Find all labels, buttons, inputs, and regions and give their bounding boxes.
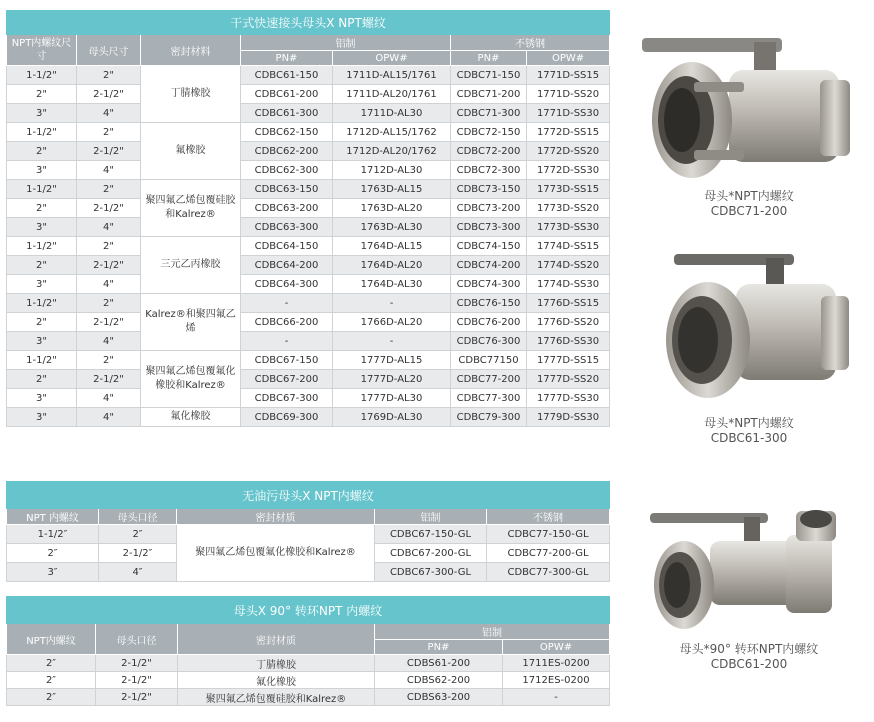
npt-thread-cell: 1-1/2" [7, 123, 77, 142]
al-opw-cell: 1764D-AL30 [333, 275, 451, 294]
seal-material-cell: 聚四氟乙烯包覆硅胶和Kalrez® [141, 180, 241, 237]
col-ss-opw: OPW# [527, 51, 610, 66]
product-caption-2 [664, 416, 834, 446]
ss-opw-cell: 1776D-SS20 [527, 313, 610, 332]
ss-pn-cell: CDBC79-300 [451, 408, 527, 427]
npt-thread-cell: 1-1/2" [7, 237, 77, 256]
table-row [7, 123, 610, 142]
stainless-cell: CDBC77-150-GL [487, 525, 610, 544]
ss-pn-cell: CDBC74-150 [451, 237, 527, 256]
ss-opw-cell: 1772D-SS20 [527, 142, 610, 161]
col-stainless: 不锈钢 [487, 509, 610, 525]
table-title: 干式快速接头母头X NPT螺纹 [7, 11, 610, 35]
caption-title: 母头*NPT内螺纹 [704, 189, 794, 203]
npt-thread-cell: 3" [7, 275, 77, 294]
npt-thread-cell: 2" [7, 256, 77, 275]
aluminum-cell: CDBC67-200-GL [375, 544, 487, 563]
table-row [7, 85, 610, 104]
al-pn-cell: CDBC69-300 [241, 408, 333, 427]
product-caption-1 [664, 189, 834, 219]
ss-opw-cell: 1777D-SS20 [527, 370, 610, 389]
pn-cell: CDBS63-200 [375, 689, 503, 706]
al-pn-cell: CDBC61-200 [241, 85, 333, 104]
al-pn-cell: CDBC64-300 [241, 275, 333, 294]
ss-pn-cell: CDBC76-200 [451, 313, 527, 332]
caption-part-number: CDBC61-200 [710, 657, 788, 671]
female-size-cell: 2-1/2" [77, 256, 141, 275]
al-opw-cell: 1777D-AL15 [333, 351, 451, 370]
npt-thread-cell: 2″ [7, 672, 96, 689]
col-ss-pn: PN# [451, 51, 527, 66]
ss-pn-cell: CDBC76-150 [451, 294, 527, 313]
col-female-port: 母头口径 [96, 624, 178, 655]
ss-pn-cell: CDBC73-150 [451, 180, 527, 199]
npt-thread-cell: 3″ [7, 563, 99, 582]
al-pn-cell: CDBC62-300 [241, 161, 333, 180]
female-size-cell: 2" [77, 66, 141, 85]
coupler-npt-table [6, 10, 610, 427]
table-row [7, 408, 610, 427]
caption-title: 母头*90° 转环NPT内螺纹 [679, 642, 819, 656]
table-row [7, 525, 610, 544]
npt-thread-cell: 3" [7, 218, 77, 237]
seal-material-cell: Kalrez®和聚四氟乙烯 [141, 294, 241, 351]
female-size-cell: 2-1/2" [77, 85, 141, 104]
table-row [7, 351, 610, 370]
al-pn-cell: CDBC67-150 [241, 351, 333, 370]
oil-free-coupler-table [6, 481, 610, 582]
female-size-cell: 2-1/2" [77, 313, 141, 332]
npt-thread-cell: 1-1/2" [7, 294, 77, 313]
col-npt-thread: NPT 内螺纹 [7, 509, 99, 525]
female-size-cell: 2-1/2" [77, 199, 141, 218]
npt-thread-cell: 2" [7, 199, 77, 218]
female-size-cell: 2" [77, 351, 141, 370]
al-pn-cell: CDBC64-150 [241, 237, 333, 256]
table-row [7, 689, 610, 706]
npt-thread-cell: 2" [7, 313, 77, 332]
seal-material-cell: 氟化橡胶 [141, 408, 241, 427]
table-row [7, 237, 610, 256]
table-row [7, 332, 610, 351]
ss-opw-cell: 1777D-SS30 [527, 389, 610, 408]
table-row [7, 256, 610, 275]
al-opw-cell: 1763D-AL30 [333, 218, 451, 237]
al-opw-cell: - [333, 294, 451, 313]
ss-opw-cell: 1771D-SS20 [527, 85, 610, 104]
al-pn-cell: CDBC64-200 [241, 256, 333, 275]
al-opw-cell: 1711D-AL30 [333, 104, 451, 123]
npt-thread-cell: 2" [7, 142, 77, 161]
al-pn-cell: CDBC62-150 [241, 123, 333, 142]
al-pn-cell: CDBC63-300 [241, 218, 333, 237]
ss-pn-cell: CDBC71-150 [451, 66, 527, 85]
npt-thread-cell: 1-1/2" [7, 351, 77, 370]
npt-thread-cell: 1-1/2" [7, 180, 77, 199]
ss-opw-cell: 1774D-SS20 [527, 256, 610, 275]
ss-opw-cell: 1771D-SS15 [527, 66, 610, 85]
col-group-stainless: 不锈钢 [451, 35, 610, 51]
female-size-cell: 2-1/2" [77, 370, 141, 389]
col-pn: PN# [375, 640, 503, 655]
ss-pn-cell: CDBC72-150 [451, 123, 527, 142]
al-pn-cell: - [241, 332, 333, 351]
opw-cell: - [503, 689, 610, 706]
product-caption-3 [654, 642, 844, 672]
female-port-cell: 2-1/2" [96, 655, 178, 672]
aluminum-cell: CDBC67-300-GL [375, 563, 487, 582]
female-size-cell: 4" [77, 275, 141, 294]
al-pn-cell: CDBC62-200 [241, 142, 333, 161]
col-al-pn: PN# [241, 51, 333, 66]
ss-opw-cell: 1774D-SS30 [527, 275, 610, 294]
al-pn-cell: CDBC67-200 [241, 370, 333, 389]
table-row [7, 180, 610, 199]
col-seal-material: 密封材质 [178, 624, 375, 655]
al-opw-cell: 1764D-AL15 [333, 237, 451, 256]
npt-thread-cell: 3" [7, 332, 77, 351]
al-pn-cell: - [241, 294, 333, 313]
al-pn-cell: CDBC67-300 [241, 389, 333, 408]
female-size-cell: 2" [77, 123, 141, 142]
al-pn-cell: CDBC66-200 [241, 313, 333, 332]
ss-opw-cell: 1774D-SS15 [527, 237, 610, 256]
caption-part-number: CDBC71-200 [710, 204, 788, 218]
al-opw-cell: 1712D-AL30 [333, 161, 451, 180]
seal-material-cell: 丁腈橡胶 [178, 655, 375, 672]
ss-opw-cell: 1773D-SS30 [527, 218, 610, 237]
ss-opw-cell: 1772D-SS30 [527, 161, 610, 180]
pn-cell: CDBS62-200 [375, 672, 503, 689]
seal-material-cell: 聚四氟乙烯包覆氟化橡胶和Kalrez® [177, 525, 375, 582]
female-size-cell: 4" [77, 332, 141, 351]
coupler-photo-cdbc61-200-swivel [646, 505, 866, 635]
al-opw-cell: 1766D-AL20 [333, 313, 451, 332]
female-size-cell: 2" [77, 180, 141, 199]
npt-thread-cell: 3" [7, 389, 77, 408]
npt-thread-cell: 3" [7, 161, 77, 180]
npt-thread-cell: 2″ [7, 544, 99, 563]
seal-material-cell: 聚四氟乙烯包覆硅胶和Kalrez® [178, 689, 375, 706]
ss-pn-cell: CDBC77-200 [451, 370, 527, 389]
al-opw-cell: 1711D-AL20/1761 [333, 85, 451, 104]
ss-pn-cell: CDBC74-200 [451, 256, 527, 275]
al-opw-cell: 1763D-AL20 [333, 199, 451, 218]
col-aluminum: 铝制 [375, 509, 487, 525]
table-row [7, 161, 610, 180]
ss-pn-cell: CDBC72-200 [451, 142, 527, 161]
al-opw-cell: 1764D-AL20 [333, 256, 451, 275]
ss-opw-cell: 1779D-SS30 [527, 408, 610, 427]
female-port-cell: 2-1/2" [96, 689, 178, 706]
al-opw-cell: 1777D-AL20 [333, 370, 451, 389]
female-size-cell: 4" [77, 104, 141, 123]
col-seal-material: 密封材质 [177, 509, 375, 525]
pn-cell: CDBS61-200 [375, 655, 503, 672]
al-opw-cell: - [333, 332, 451, 351]
table-row [7, 672, 610, 689]
al-opw-cell: 1712D-AL20/1762 [333, 142, 451, 161]
female-port-cell: 2-1/2″ [99, 544, 177, 563]
ss-pn-cell: CDBC73-200 [451, 199, 527, 218]
table-row [7, 275, 610, 294]
al-opw-cell: 1712D-AL15/1762 [333, 123, 451, 142]
stainless-cell: CDBC77-300-GL [487, 563, 610, 582]
col-female-port: 母头口径 [99, 509, 177, 525]
col-npt-thread: NPT内螺纹 [7, 624, 96, 655]
npt-thread-cell: 2″ [7, 655, 96, 672]
ss-pn-cell: CDBC77150 [451, 351, 527, 370]
ss-pn-cell: CDBC77-300 [451, 389, 527, 408]
ss-pn-cell: CDBC72-300 [451, 161, 527, 180]
npt-thread-cell: 1-1/2″ [7, 525, 99, 544]
seal-material-cell: 三元乙丙橡胶 [141, 237, 241, 294]
seal-material-cell: 氟橡胶 [141, 123, 241, 180]
npt-thread-cell: 2" [7, 370, 77, 389]
col-female-size: 母头尺寸 [77, 35, 141, 66]
al-opw-cell: 1777D-AL30 [333, 389, 451, 408]
opw-cell: 1712ES-0200 [503, 672, 610, 689]
table-row [7, 389, 610, 408]
coupler-photo-cdbc61-300 [656, 250, 856, 405]
female-port-cell: 2-1/2" [96, 672, 178, 689]
al-pn-cell: CDBC63-150 [241, 180, 333, 199]
al-opw-cell: 1763D-AL15 [333, 180, 451, 199]
female-size-cell: 2" [77, 237, 141, 256]
col-group-aluminum: 铝制 [241, 35, 451, 51]
aluminum-cell: CDBC67-150-GL [375, 525, 487, 544]
col-seal-material: 密封材料 [141, 35, 241, 66]
stainless-cell: CDBC77-200-GL [487, 544, 610, 563]
caption-title: 母头*NPT内螺纹 [704, 416, 794, 430]
al-opw-cell: 1769D-AL30 [333, 408, 451, 427]
al-opw-cell: 1711D-AL15/1761 [333, 66, 451, 85]
female-size-cell: 4" [77, 161, 141, 180]
table-row [7, 370, 610, 389]
ss-opw-cell: 1777D-SS15 [527, 351, 610, 370]
table-row [7, 66, 610, 85]
npt-thread-cell: 2″ [7, 689, 96, 706]
col-opw: OPW# [503, 640, 610, 655]
ss-pn-cell: CDBC74-300 [451, 275, 527, 294]
al-pn-cell: CDBC61-150 [241, 66, 333, 85]
col-npt-thread: NPT内螺纹尺寸 [7, 35, 77, 66]
table-row [7, 218, 610, 237]
table-row [7, 313, 610, 332]
ss-opw-cell: 1772D-SS15 [527, 123, 610, 142]
ss-opw-cell: 1773D-SS20 [527, 199, 610, 218]
caption-part-number: CDBC61-300 [710, 431, 788, 445]
table-title: 母头X 90° 转环NPT 内螺纹 [7, 597, 610, 624]
col-group-aluminum: 铝制 [375, 624, 610, 640]
seal-material-cell: 氟化橡胶 [178, 672, 375, 689]
ss-opw-cell: 1776D-SS30 [527, 332, 610, 351]
coupler-photo-cdbc71-200 [634, 20, 864, 185]
female-size-cell: 2-1/2" [77, 142, 141, 161]
table-title: 无油污母头X NPT内螺纹 [7, 482, 610, 509]
table-row [7, 655, 610, 672]
female-port-cell: 4″ [99, 563, 177, 582]
al-pn-cell: CDBC61-300 [241, 104, 333, 123]
col-al-opw: OPW# [333, 51, 451, 66]
female-size-cell: 4" [77, 389, 141, 408]
table-row [7, 142, 610, 161]
ss-pn-cell: CDBC71-300 [451, 104, 527, 123]
opw-cell: 1711ES-0200 [503, 655, 610, 672]
seal-material-cell: 聚四氟乙烯包覆氟化橡胶和Kalrez® [141, 351, 241, 408]
female-port-cell: 2″ [99, 525, 177, 544]
table-row [7, 294, 610, 313]
ss-pn-cell: CDBC76-300 [451, 332, 527, 351]
npt-thread-cell: 2" [7, 85, 77, 104]
ss-pn-cell: CDBC73-300 [451, 218, 527, 237]
ss-opw-cell: 1773D-SS15 [527, 180, 610, 199]
npt-thread-cell: 1-1/2" [7, 66, 77, 85]
ss-pn-cell: CDBC71-200 [451, 85, 527, 104]
female-size-cell: 4" [77, 408, 141, 427]
table-row [7, 104, 610, 123]
npt-thread-cell: 3" [7, 408, 77, 427]
female-size-cell: 4" [77, 218, 141, 237]
ss-opw-cell: 1771D-SS30 [527, 104, 610, 123]
table-row [7, 199, 610, 218]
ss-opw-cell: 1776D-SS15 [527, 294, 610, 313]
al-pn-cell: CDBC63-200 [241, 199, 333, 218]
seal-material-cell: 丁腈橡胶 [141, 66, 241, 123]
npt-thread-cell: 3" [7, 104, 77, 123]
swivel-90-table [6, 596, 610, 706]
female-size-cell: 2" [77, 294, 141, 313]
